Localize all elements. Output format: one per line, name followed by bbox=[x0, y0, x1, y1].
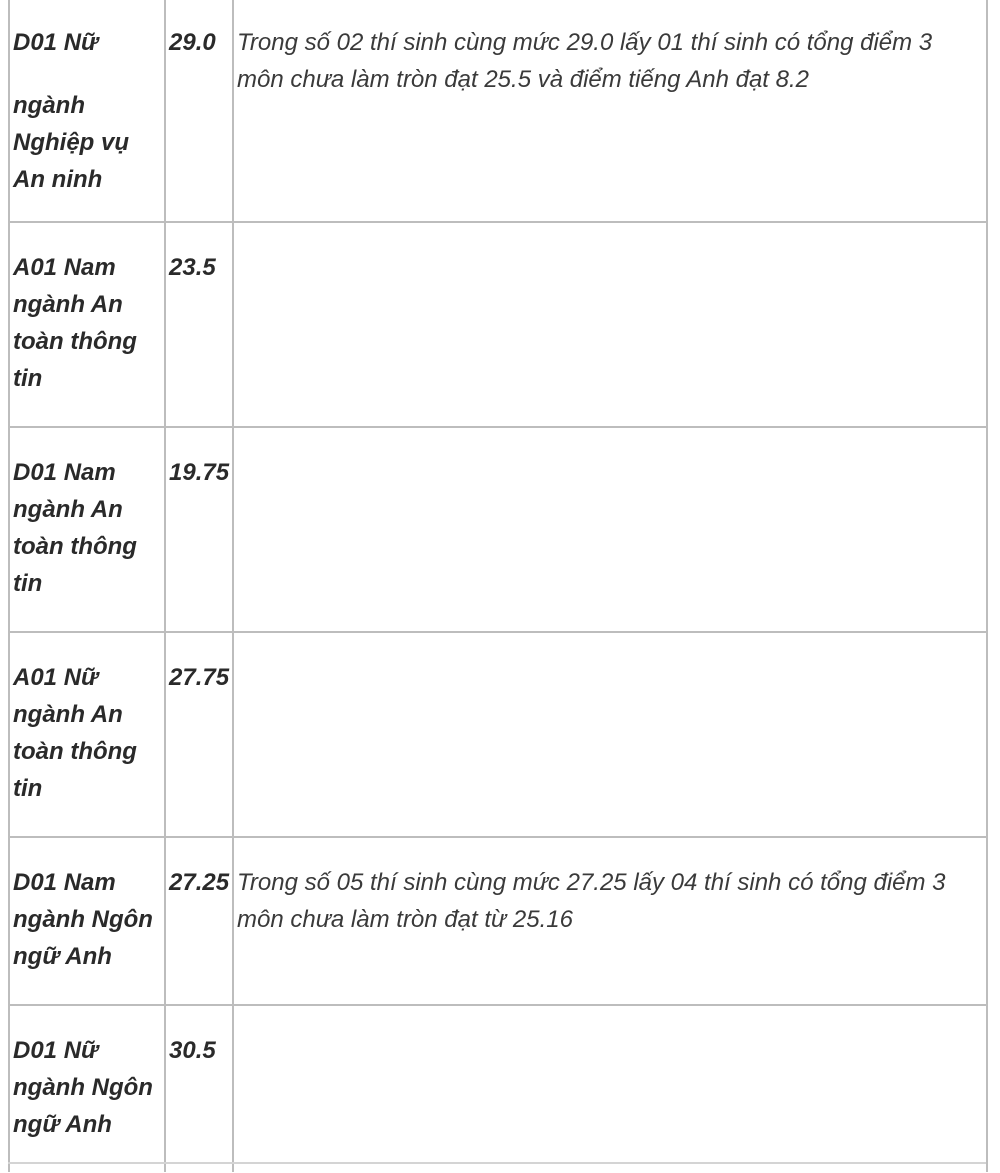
admission-score-table bbox=[8, 0, 988, 1172]
note-cell bbox=[233, 1005, 987, 1172]
note-cell: Trong số 02 thí sinh cùng mức 29.0 lấy 01 thí sinh có tổng điểm 3 môn chưa làm tròn đạt 25.5 và điểm tiếng Anh đạt 8.2 bbox=[233, 0, 987, 222]
score-cell: 19.75 bbox=[165, 427, 233, 632]
table-row bbox=[9, 632, 987, 837]
major-cell: D01 Nam ngành An toàn thông tin bbox=[9, 427, 165, 632]
table-row bbox=[9, 427, 987, 632]
score-cell: 23.5 bbox=[165, 222, 233, 427]
score-cell: 30.5 bbox=[165, 1005, 233, 1172]
table-row bbox=[9, 1005, 987, 1172]
major-cell: D01 Nữ ngành Ngôn ngữ Anh bbox=[9, 1005, 165, 1172]
note-cell: Trong số 05 thí sinh cùng mức 27.25 lấy 04 thí sinh có tổng điểm 3 môn chưa làm tròn đạt từ 25.16 bbox=[233, 837, 987, 1005]
note-cell bbox=[233, 632, 987, 837]
note-cell bbox=[233, 427, 987, 632]
score-cell: 27.75 bbox=[165, 632, 233, 837]
major-name-label: ngành Nghiệp vụ An ninh bbox=[13, 92, 130, 193]
major-group-label: D01 Nữ bbox=[13, 29, 99, 56]
major-cell bbox=[9, 0, 165, 222]
note-cell bbox=[233, 222, 987, 427]
major-cell: A01 Nữ ngành An toàn thông tin bbox=[9, 632, 165, 837]
table-row bbox=[9, 222, 987, 427]
score-cell: 29.0 bbox=[165, 0, 233, 222]
table-row bbox=[9, 837, 987, 1005]
score-cell: 27.25 bbox=[165, 837, 233, 1005]
major-cell: D01 Nam ngành Ngôn ngữ Anh bbox=[9, 837, 165, 1005]
line-gap bbox=[13, 61, 161, 87]
table-bottom-border bbox=[8, 1162, 986, 1164]
major-cell: A01 Nam ngành An toàn thông tin bbox=[9, 222, 165, 427]
table-row bbox=[9, 0, 987, 222]
